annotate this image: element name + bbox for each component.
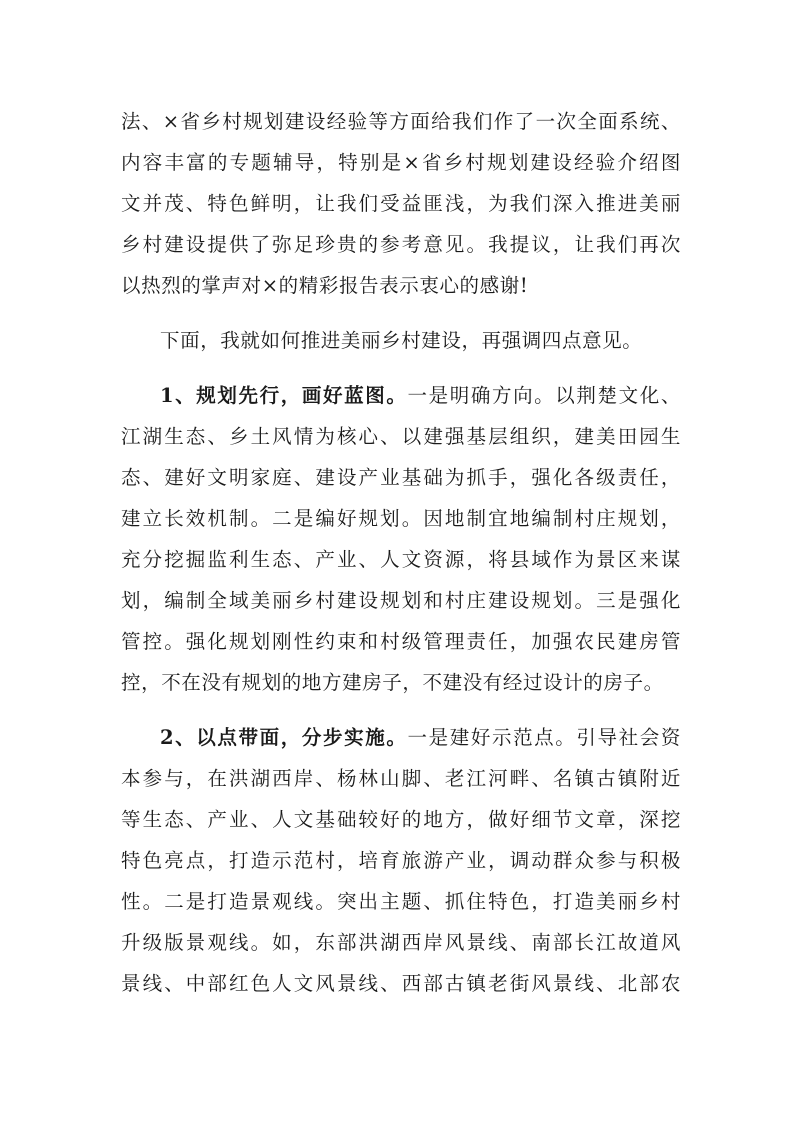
document-body [121,101,681,1004]
text-line: 划，编制全域美丽乡村建设规划和村庄建设规划。三是强化 [121,589,681,612]
text-run: 一是建好示范点。引导社会资 [407,726,681,749]
text-line: 控，不在没有规划的地方建房子，不建没有经过设计的房子。 [121,671,664,694]
text-line: 建立长效机制。二是编好规划。因地制宜地编制村庄规划， [121,507,681,530]
text-line: 态、建好文明家庭、建设产业基础为抓手，强化各级责任， [121,466,681,489]
text-line [121,717,681,758]
text-run: 一是明确方向。以荆楚文化、 [407,384,681,407]
text-line: 等生态、产业、人文基础较好的地方，做好细节文章，深挖 [121,808,681,831]
text-line [121,375,681,416]
section-heading: 1、规划先行，画好蓝图。 [160,384,408,407]
text-line: 法、×省乡村规划建设经验等方面给我们作了一次全面系统、 [121,110,681,133]
paragraph-thanks [121,101,681,306]
text-line: 以热烈的掌声对×的精彩报告表示衷心的感谢! [121,274,529,297]
paragraph-point-2 [121,717,681,1004]
text-line: 升级版景观线。如，东部洪湖西岸风景线、南部长江故道风 [121,931,681,954]
text-line: 内容丰富的专题辅导，特别是×省乡村规划建设经验介绍图 [121,151,681,174]
paragraph-point-1 [121,375,681,703]
text-line: 特色亮点，打造示范村，培育旅游产业，调动群众参与积极 [121,849,681,872]
text-line: 下面，我就如何推进美丽乡村建设，再强调四点意见。 [160,329,643,352]
text-line: 性。二是打造景观线。突出主题、抓住特色，打造美丽乡村 [121,890,681,913]
text-line: 本参与，在洪湖西岸、杨林山脚、老江河畔、名镇古镇附近 [121,767,681,790]
text-line: 充分挖掘监利生态、产业、人文资源，将县域作为景区来谋 [121,548,681,571]
text-line: 乡村建设提供了弥足珍贵的参考意见。我提议，让我们再次 [121,233,681,256]
text-line: 文并茂、特色鲜明，让我们受益匪浅，为我们深入推进美丽 [121,192,681,215]
paragraph-intro [121,320,681,361]
section-heading: 2、以点带面，分步实施。 [160,726,408,749]
text-line: 江湖生态、乡土风情为核心、以建强基层组织，建美田园生 [121,425,681,448]
text-line: 管控。强化规划刚性约束和村级管理责任，加强农民建房管 [121,630,681,653]
text-line: 景线、中部红色人文风景线、西部古镇老街风景线、北部农 [121,972,681,995]
